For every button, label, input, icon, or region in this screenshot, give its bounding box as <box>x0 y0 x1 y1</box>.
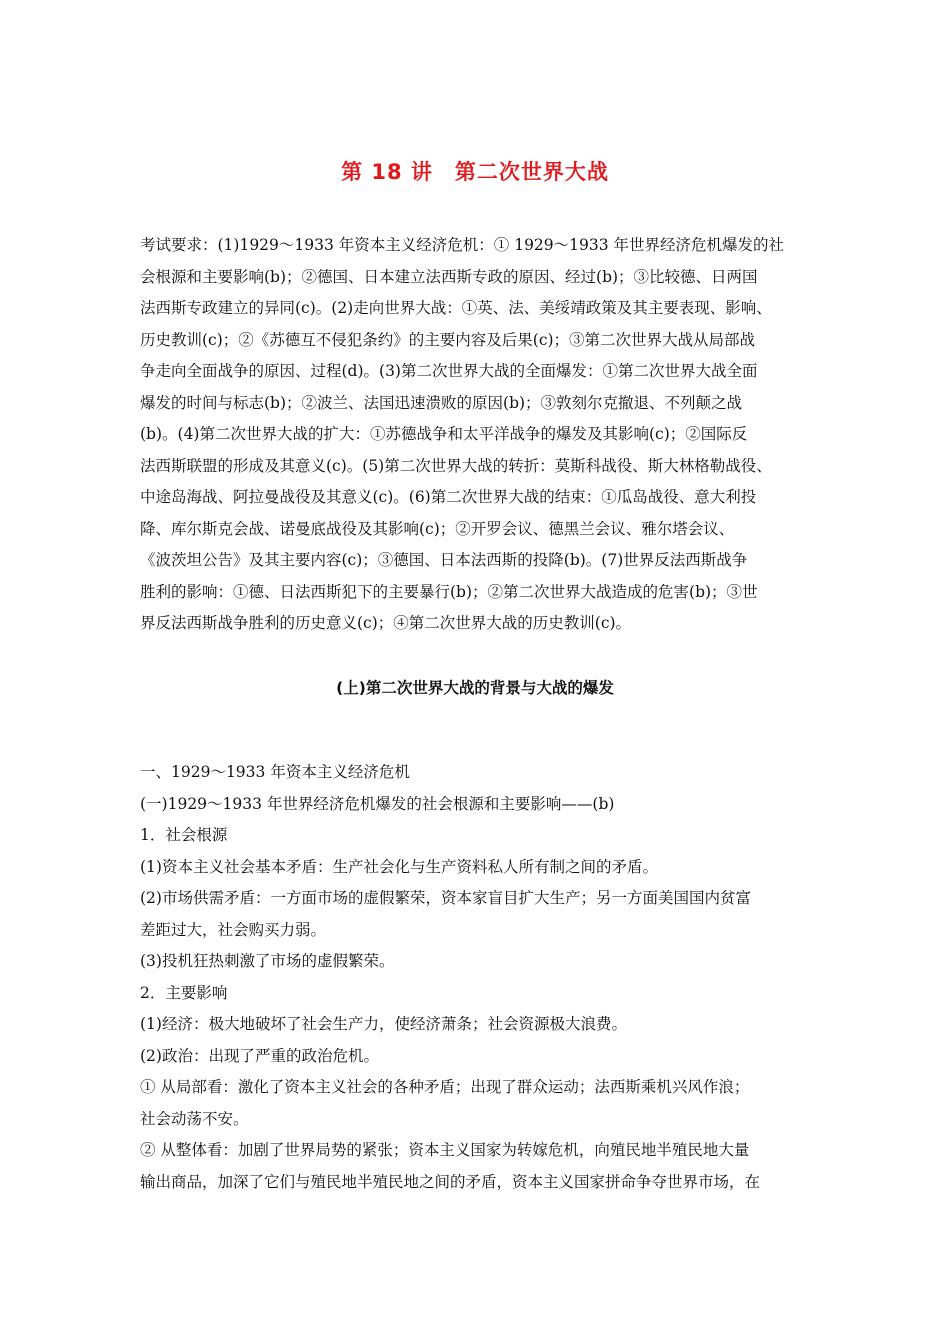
body-heading: 一、1929～1933 年资本主义经济危机 <box>140 763 410 781</box>
body-point-heading: 1．社会根源 <box>140 826 228 844</box>
requirements-line: 争走向全面战争的原因、过程(d)。(3)第二次世界大战的全面爆发：①第二次世界大战全面 <box>140 362 758 380</box>
requirements-line: 中途岛海战、阿拉曼战役及其意义(c)。(6)第二次世界大战的结束：①瓜岛战役、意大利投 <box>140 488 757 506</box>
requirements-line: (b)。(4)第二次世界大战的扩大：①苏德战争和太平洋战争的爆发及其影响(c)；②国际反 <box>140 425 748 443</box>
body-line: (3)投机狂热刺激了市场的虚假繁荣。 <box>140 952 395 970</box>
body-line: 差距过大，社会购买力弱。 <box>140 920 327 939</box>
requirements-line: 爆发的时间与标志(b)；②波兰、法国迅速溃败的原因(b)；③敦刻尔克撤退、不列颠之战 <box>140 393 743 412</box>
requirements-line: 《波茨坦公告》及其主要内容(c)；③德国、日本法西斯的投降(b)。(7)世界反法西斯战争 <box>140 551 748 569</box>
requirements-line: 考试要求：(1)1929～1933 年资本主义经济危机：① 1929～1933 年世界经济危机爆发的社 <box>140 236 785 254</box>
requirements-line: 界反法西斯战争胜利的历史意义(c)；④第二次世界大战的历史教训(c)。 <box>140 614 632 632</box>
requirements-line: 法西斯联盟的形成及其意义(c)。(5)第二次世界大战的转折：莫斯科战役、斯大林格勒战役、 <box>140 456 772 475</box>
requirements-line: 胜利的影响：①德、日法西斯犯下的主要暴行(b)；②第二次世界大战造成的危害(b)；③世 <box>140 582 758 601</box>
section-subtitle: (上)第二次世界大战的背景与大战的爆发 <box>336 679 614 697</box>
body-line: 社会动荡不安。 <box>140 1109 249 1128</box>
requirements-line: 降、库尔斯克会战、诺曼底战役及其影响(c)；②开罗会议、德黑兰会议、雅尔塔会议、 <box>140 519 735 538</box>
body-line: (2)政治：出现了严重的政治危机。 <box>140 1046 379 1065</box>
body-line: (1)资本主义社会基本矛盾：生产社会化与生产资料私人所有制之间的矛盾。 <box>140 857 658 876</box>
requirements-line: 法西斯专政建立的异同(c)。(2)走向世界大战：①英、法、美绥靖政策及其主要表现、影响、 <box>140 299 772 317</box>
section-body <box>140 757 830 1198</box>
requirements-line: 会根源和主要影响(b)；②德国、日本建立法西斯专政的原因、经过(b)；③比较德、日两国 <box>140 267 758 286</box>
requirements-line: 历史教训(c)；②《苏德互不侵犯条约》的主要内容及后果(c)；③第二次世界大战从局部战 <box>140 330 756 349</box>
lecture-title: 第 18 讲 第二次世界大战 <box>341 160 609 184</box>
body-line: (2)市场供需矛盾：一方面市场的虚假繁荣，资本家盲目扩大生产；另一方面美国国内贫富 <box>140 889 751 907</box>
body-point-heading: 2．主要影响 <box>140 983 228 1002</box>
body-subheading: (一)1929～1933 年世界经济危机爆发的社会根源和主要影响——(b) <box>140 794 615 813</box>
body-line: ② 从整体看：加剧了世界局势的紧张；资本主义国家为转嫁危机，向殖民地半殖民地大量 <box>140 1141 750 1159</box>
body-line: 输出商品，加深了它们与殖民地半殖民地之间的矛盾，资本主义国家拼命争夺世界市场，在 <box>140 1172 761 1191</box>
body-line: ① 从局部看：激化了资本主义社会的各种矛盾；出现了群众运动；法西斯乘机兴风作浪； <box>140 1078 750 1096</box>
body-line: (1)经济：极大地破坏了社会生产力，使经济萧条；社会资源极大浪费。 <box>140 1015 627 1033</box>
exam-requirements <box>140 230 830 640</box>
